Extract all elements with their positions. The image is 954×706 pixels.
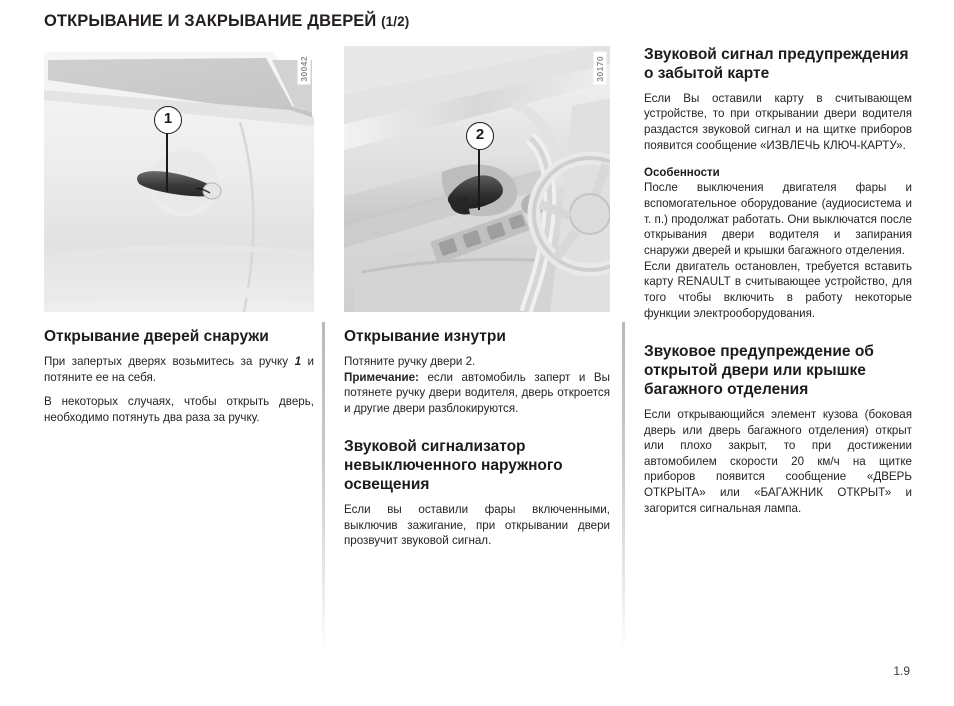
right-paragraph-4: Если открывающийся элемент кузова (боковая дверь или дверь багажного отделения) открыт или плохо закрыт, то при достижении автомобилем скорости 20 км/ч на щитке приборов появится сообщение «ДВЕРЬ ОТКРЫТА» или «БАГАЖНИК ОТКРЫТ» и загорится сигнальная лампа. (644, 407, 912, 515)
middle-paragraph-2: Если вы оставили фары включенными, выключив зажигание, при открывании двери прозвучит звуковой сигнал. (344, 503, 610, 548)
right-heading-1: Звуковой сигнал предупреждения о забытой карте (644, 46, 909, 82)
left-p1-post: и потяните ее на себя. (44, 354, 314, 384)
callout-1-leader (166, 130, 168, 192)
callout-2: 2 (466, 122, 494, 150)
middle-heading-1: Открывание изнутри (344, 328, 506, 345)
figure-exterior-door (44, 46, 314, 312)
left-p1-emphasis: 1 (294, 354, 302, 368)
column-left (44, 46, 314, 425)
figure-exterior-code: 30042 (298, 52, 311, 85)
figure-interior-door (344, 46, 610, 312)
middle-note (344, 370, 610, 417)
left-p1-pre: При запертых дверях возьмитесь за ручку (44, 354, 295, 368)
middle-note-label: Примечание: (344, 370, 419, 384)
page-number: 1.9 (893, 664, 910, 678)
middle-paragraph-1: Потяните ручку двери 2. (344, 354, 476, 368)
callout-2-leader (478, 146, 480, 210)
exterior-door-handle-icon (44, 46, 314, 312)
column-middle (344, 46, 610, 549)
page-title (44, 12, 409, 31)
right-paragraph-3: Если двигатель остановлен, требуется вставить карту RENAULT в считывающее устройство, для того чтобы включить в работу некоторые функции электрооборудования. (644, 259, 912, 320)
column-right (644, 46, 912, 516)
right-subheading: Особенности (644, 167, 720, 180)
column-divider-left (322, 322, 325, 652)
column-divider-right (622, 322, 625, 652)
figure-interior-code: 30170 (594, 52, 607, 85)
page-title-main: ОТКРЫВАНИЕ И ЗАКРЫВАНИЕ ДВЕРЕЙ (44, 12, 377, 30)
left-paragraph-1 (44, 354, 314, 385)
callout-1: 1 (154, 106, 182, 134)
left-paragraph-2: В некоторых случаях, чтобы открыть дверь, необходимо потянуть два раза за ручку. (44, 395, 314, 424)
left-heading: Открывание дверей снаружи (44, 328, 269, 345)
right-heading-2: Звуковое предупреждение об открытой двери или крышке багажного отделения (644, 343, 874, 398)
right-paragraph-1: Если Вы оставили карту в считывающем устройстве, то при открывании двери водителя раздастся звуковой сигнал и на щитке приборов появится сообщение «ИЗВЛЕЧЬ КЛЮЧ-КАРТУ». (644, 91, 912, 152)
interior-door-panel-icon (344, 46, 610, 312)
page-title-sub: (1/2) (381, 14, 410, 29)
right-paragraph-2: После выключения двигателя фары и вспомогательное оборудование (аудиосистема и т. п.) продолжат работать. Они выключатся после открывания двери водителя и запирания снаружи дверей и крышки багажного отделения. (644, 181, 912, 257)
middle-heading-2: Звуковой сигнализатор невыключенного наружного освещения (344, 438, 563, 494)
middle-note-text: если автомобиль заперт и Вы потянете ручку двери водителя, дверь откроется и другие двери разблокируются. (344, 370, 610, 415)
